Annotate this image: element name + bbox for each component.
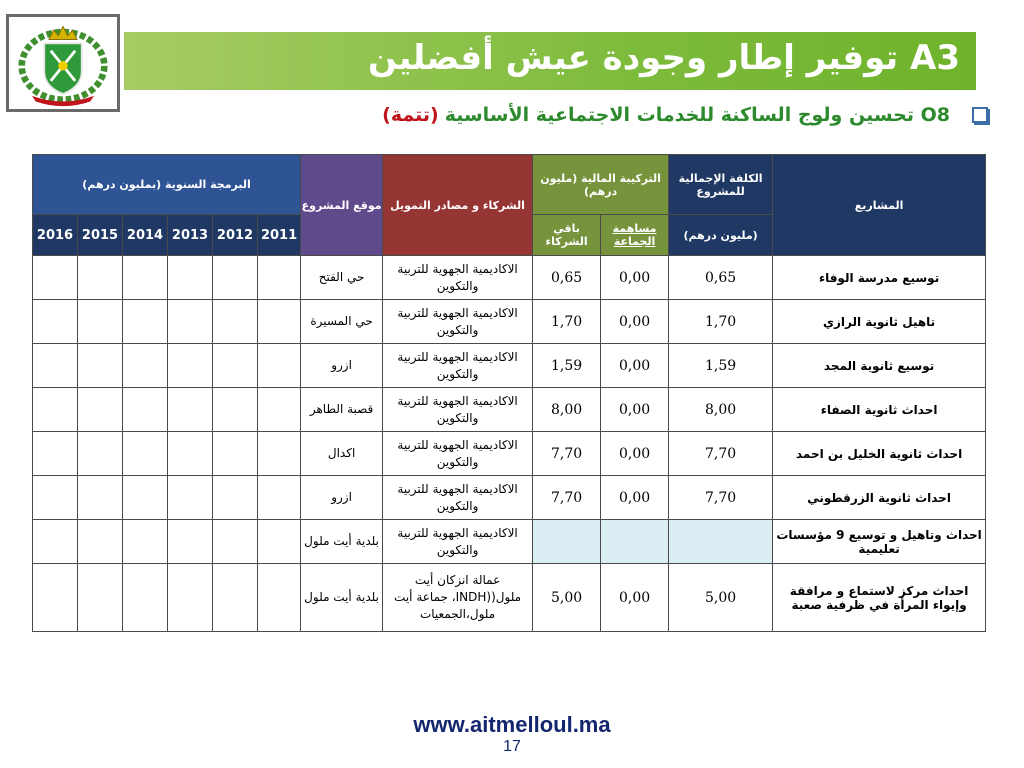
table-row: [33, 476, 986, 520]
table-row: [33, 432, 986, 476]
total-cost-cell: 7,70: [669, 476, 773, 520]
partners-cell: الاكاديمية الجهوية للتربية والتكوين: [383, 388, 533, 432]
year-cell-2011: [258, 344, 301, 388]
location-cell: بلدية أيت ملول: [301, 520, 383, 564]
other-partners-cell: 5,00: [533, 564, 601, 632]
location-cell: حي المسيرة: [301, 300, 383, 344]
year-cell-2013: [168, 432, 213, 476]
year-cell-2011: [258, 564, 301, 632]
year-cell-2013: [168, 388, 213, 432]
year-cell-2011: [258, 520, 301, 564]
year-cell-2013: [168, 344, 213, 388]
year-cell-2012: [213, 432, 258, 476]
total-cost-cell: 7,70: [669, 432, 773, 476]
table-row: [33, 564, 986, 632]
partners-cell: الاكاديمية الجهوية للتربية والتكوين: [383, 476, 533, 520]
partners-cell: الاكاديمية الجهوية للتربية والتكوين: [383, 300, 533, 344]
year-2015-header: 2015: [78, 215, 123, 256]
location-cell: قصبة الطاهر: [301, 388, 383, 432]
subtitle: [382, 100, 988, 130]
year-cell-2012: [213, 344, 258, 388]
commune-contribution-cell: 0,00: [601, 564, 669, 632]
other-partners-cell: [533, 520, 601, 564]
total-cost-cell: 8,00: [669, 388, 773, 432]
other-partners-cell: 8,00: [533, 388, 601, 432]
other-partners-cell: 1,70: [533, 300, 601, 344]
commune-contribution-header: مساهمة الجماعة: [601, 215, 669, 256]
annual-programming-header: البرمجة السنوية (بمليون درهم): [33, 155, 301, 215]
year-cell-2011: [258, 256, 301, 300]
total-cost-cell: 1,59: [669, 344, 773, 388]
location-cell: ازرو: [301, 344, 383, 388]
partners-cell: الاكاديمية الجهوية للتربية والتكوين: [383, 256, 533, 300]
year-2012-header: 2012: [213, 215, 258, 256]
project-name-cell: توسيع ثانوية المجد: [773, 344, 986, 388]
year-cell-2012: [213, 300, 258, 344]
year-cell-2015: [78, 564, 123, 632]
commune-contribution-cell: 0,00: [601, 256, 669, 300]
year-2014-header: 2014: [123, 215, 168, 256]
year-cell-2015: [78, 344, 123, 388]
table-row: [33, 256, 986, 300]
page-number: 17: [503, 738, 521, 755]
year-cell-2015: [78, 300, 123, 344]
year-cell-2016: [33, 344, 78, 388]
website-link[interactable]: www.aitmelloul.ma: [413, 712, 611, 737]
year-cell-2016: [33, 256, 78, 300]
table-row: [33, 520, 986, 564]
title-band: [124, 32, 976, 90]
year-cell-2015: [78, 520, 123, 564]
year-cell-2014: [123, 520, 168, 564]
year-cell-2013: [168, 520, 213, 564]
table-row: [33, 344, 986, 388]
year-cell-2011: [258, 388, 301, 432]
total-cost-header: الكلفة الإجمالية للمشروع: [669, 155, 773, 215]
year-cell-2016: [33, 300, 78, 344]
year-cell-2015: [78, 476, 123, 520]
year-cell-2012: [213, 476, 258, 520]
commune-contribution-cell: 0,00: [601, 476, 669, 520]
year-2016-header: 2016: [33, 215, 78, 256]
partners-cell: الاكاديمية الجهوية للتربية والتكوين: [383, 432, 533, 476]
financial-structure-header: التركيبة المالية (مليون درهم): [533, 155, 669, 215]
project-name-cell: احداث ثانوية الصفاء: [773, 388, 986, 432]
subtitle-continued: (تتمة): [382, 104, 439, 126]
location-cell: ازرو: [301, 476, 383, 520]
year-cell-2011: [258, 432, 301, 476]
commune-contribution-cell: 0,00: [601, 300, 669, 344]
location-cell: بلدية أيت ملول: [301, 564, 383, 632]
year-cell-2013: [168, 564, 213, 632]
location-header: موقع المشروع: [301, 155, 383, 256]
year-cell-2016: [33, 432, 78, 476]
location-cell: حي الفتح: [301, 256, 383, 300]
commune-contribution-cell: [601, 520, 669, 564]
total-cost-unit-header: (مليون درهم): [669, 215, 773, 256]
year-cell-2014: [123, 300, 168, 344]
year-cell-2013: [168, 476, 213, 520]
year-cell-2014: [123, 432, 168, 476]
commune-contribution-cell: 0,00: [601, 432, 669, 476]
project-name-cell: احداث ثانوية الزرقطوني: [773, 476, 986, 520]
projects-header: المشاريع: [773, 155, 986, 256]
year-cell-2011: [258, 476, 301, 520]
year-cell-2015: [78, 256, 123, 300]
year-2013-header: 2013: [168, 215, 213, 256]
partners-cell: عمالة انزكان أيت ملول((INDH، جماعة أيت ملول،الجمعيات: [383, 564, 533, 632]
year-cell-2014: [123, 476, 168, 520]
partners-cell: الاكاديمية الجهوية للتربية والتكوين: [383, 344, 533, 388]
year-cell-2015: [78, 432, 123, 476]
table-row: [33, 300, 986, 344]
other-partners-header: باقي الشركاء: [533, 215, 601, 256]
other-partners-cell: 7,70: [533, 432, 601, 476]
year-cell-2012: [213, 256, 258, 300]
year-cell-2014: [123, 256, 168, 300]
total-cost-cell: 1,70: [669, 300, 773, 344]
year-cell-2014: [123, 388, 168, 432]
project-name-cell: تاهيل ثانوية الرازي: [773, 300, 986, 344]
year-cell-2014: [123, 564, 168, 632]
year-cell-2012: [213, 520, 258, 564]
project-name-cell: احداث مركز لاستماع و مرافقة وإيواء المرأة في ظرفية صعبة: [773, 564, 986, 632]
year-cell-2013: [168, 300, 213, 344]
year-cell-2016: [33, 476, 78, 520]
commune-contribution-cell: 0,00: [601, 388, 669, 432]
year-cell-2012: [213, 388, 258, 432]
year-2011-header: 2011: [258, 215, 301, 256]
table-row: [33, 388, 986, 432]
project-name-cell: احداث وتاهيل و توسيع 9 مؤسسات تعليمية: [773, 520, 986, 564]
table-body: [33, 256, 986, 632]
year-cell-2012: [213, 564, 258, 632]
projects-table: [32, 154, 986, 632]
other-partners-cell: 7,70: [533, 476, 601, 520]
other-partners-cell: 1,59: [533, 344, 601, 388]
year-cell-2014: [123, 344, 168, 388]
year-cell-2015: [78, 388, 123, 432]
page-title: A3 توفير إطار وجودة عيش أفضلين: [368, 38, 960, 78]
location-cell: اكدال: [301, 432, 383, 476]
partners-cell: الاكاديمية الجهوية للتربية والتكوين: [383, 520, 533, 564]
project-name-cell: توسيع مدرسة الوفاء: [773, 256, 986, 300]
total-cost-cell: 5,00: [669, 564, 773, 632]
checkbox-bullet-icon: [972, 107, 988, 123]
year-cell-2016: [33, 388, 78, 432]
commune-contribution-cell: 0,00: [601, 344, 669, 388]
total-cost-cell: [669, 520, 773, 564]
subtitle-main: O8 تحسين ولوج الساكنة للخدمات الاجتماعية الأساسية: [444, 104, 950, 126]
other-partners-cell: 0,65: [533, 256, 601, 300]
year-cell-2016: [33, 520, 78, 564]
partners-header: الشركاء و مصادر التمويل: [383, 155, 533, 256]
project-name-cell: احداث ثانوية الخليل بن احمد: [773, 432, 986, 476]
total-cost-cell: 0,65: [669, 256, 773, 300]
year-cell-2013: [168, 256, 213, 300]
emblem-icon: [9, 17, 117, 109]
municipality-logo: [6, 14, 120, 112]
year-cell-2016: [33, 564, 78, 632]
year-cell-2011: [258, 300, 301, 344]
